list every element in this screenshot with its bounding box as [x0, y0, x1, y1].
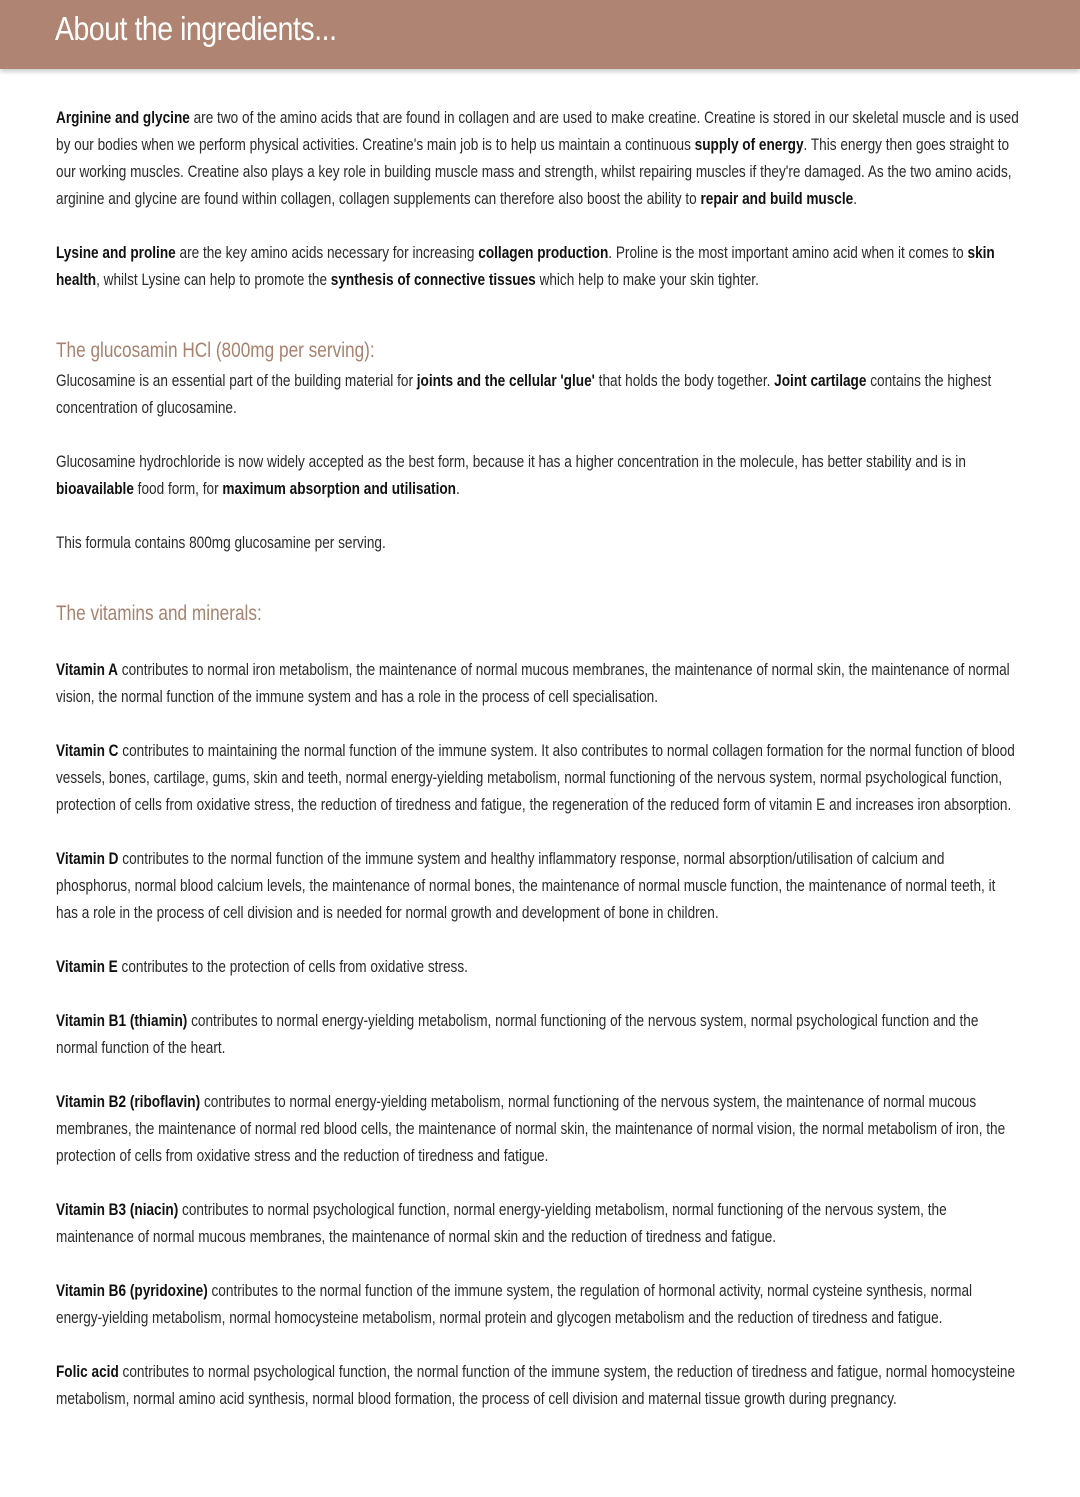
paragraph-text: contains the highest concentration of glucosamine.	[56, 371, 992, 417]
vitamin-description: contributes to the protection of cells from oxidative stress.	[117, 957, 468, 976]
vitamin-paragraph-e	[56, 953, 1020, 980]
paragraph-text: .	[853, 189, 858, 208]
vitamin-name: Vitamin B6 (pyridoxine)	[56, 1281, 208, 1300]
vitamin-name: Vitamin B1 (thiamin)	[56, 1011, 188, 1030]
glucosamine-paragraph-2	[56, 448, 1020, 502]
paragraph-text: . This energy then goes straight to our working muscles. Creatine also plays a key role in building muscle mass and strength, whilst repairing muscles if they're damaged. As the two amino acids, arginine and glycine are found within collagen, collagen supplements can therefore also boost the ability to	[56, 135, 1012, 208]
paragraph-text: Glucosamine hydrochloride is now widely accepted as the best form, because it has a higher concentration in the molecule, has better stability and is in	[56, 452, 966, 471]
paragraph-text: food form, for	[133, 479, 223, 498]
spacer	[56, 421, 1020, 448]
spacer	[56, 293, 1020, 337]
content-body	[56, 104, 1020, 1412]
vitamin-paragraph-b2	[56, 1088, 1020, 1169]
vitamin-description: contributes to normal iron metabolism, the maintenance of normal mucous membranes, the maintenance of normal skin, the maintenance of normal vision, the normal function of the immune system and has a role in the process of cell specialisation.	[56, 660, 1010, 706]
paragraph-text: . Proline is the most important amino acid when it comes to	[608, 243, 968, 262]
spacer	[56, 212, 1020, 239]
bold-term: supply of energy	[694, 135, 804, 154]
vitamin-name: Folic acid	[56, 1362, 119, 1381]
vitamin-list	[56, 656, 1020, 1412]
spacer	[56, 1061, 1020, 1088]
vitamin-description: contributes to normal energy-yielding metabolism, normal functioning of the nervous system, the maintenance of normal mucous membranes, the maintenance of normal red blood cells, the maintenance of normal skin, the maintenance of normal vision, the normal metabolism of iron, the protection of cells from oxidative stress and the reduction of tiredness and fatigue.	[56, 1092, 1006, 1165]
spacer	[56, 628, 1020, 656]
vitamin-name: Vitamin C	[56, 741, 119, 760]
paragraph-text: are two of the amino acids that are found in collagen and are used to make creatine. Creatine is stored in our skeletal muscle and is used by our bodies when we perform physical activities. Creatine's main job is to help us maintain a continuous	[56, 108, 1019, 154]
bold-term: joints and the cellular 'glue'	[416, 371, 595, 390]
spacer	[56, 502, 1020, 529]
vitamin-paragraph-b6	[56, 1277, 1020, 1331]
vitamin-paragraph-d	[56, 845, 1020, 926]
vitamin-paragraph-b3	[56, 1196, 1020, 1250]
paragraph-text: that holds the body together.	[594, 371, 775, 390]
vitamin-paragraph-c	[56, 737, 1020, 818]
intro-paragraph-lysine	[56, 239, 1020, 293]
bold-term: Joint cartilage	[774, 371, 867, 390]
spacer	[56, 980, 1020, 1007]
bold-term: synthesis of connective tissues	[330, 270, 536, 289]
spacer	[56, 556, 1020, 600]
paragraph-text: which help to make your skin tighter.	[535, 270, 759, 289]
spacer	[56, 926, 1020, 953]
bold-term: repair and build muscle	[700, 189, 854, 208]
vitamin-name: Vitamin D	[56, 849, 119, 868]
bold-term: bioavailable	[56, 479, 134, 498]
bold-term: collagen production	[478, 243, 609, 262]
vitamin-paragraph-a	[56, 656, 1020, 710]
paragraph-text: are the key amino acids necessary for increasing	[175, 243, 479, 262]
vitamin-description: contributes to normal energy-yielding metabolism, normal functioning of the nervous system, normal psychological function and the normal function of the heart.	[56, 1011, 979, 1057]
vitamin-description: contributes to the normal function of the immune system and healthy inflammatory response, normal absorption/utilisation of calcium and phosphorus, normal blood calcium levels, the maintenance of normal bones, the maintenance of normal muscle function, the maintenance of normal teeth, it has a role in the process of cell division and is needed for normal growth and development of bone in children.	[56, 849, 996, 922]
vitamin-description: contributes to the normal function of the immune system, the regulation of hormonal activity, normal cysteine synthesis, normal energy-yielding metabolism, normal homocysteine metabolism, normal protein and glycogen metabolism and the reduction of tiredness and fatigue.	[56, 1281, 973, 1327]
bold-term: skin health	[56, 243, 995, 289]
vitamin-name: Vitamin E	[56, 957, 118, 976]
glucosamine-paragraph-3: This formula contains 800mg glucosamine per serving.	[56, 533, 386, 552]
spacer	[56, 1250, 1020, 1277]
vitamin-description: contributes to normal psychological function, the normal function of the immune system, the reduction of tiredness and fatigue, normal homocysteine metabolism, normal amino acid synthesis, normal blood formation, the process of cell division and maternal tissue growth during pregnancy.	[56, 1362, 1016, 1408]
vitamin-paragraph-b1	[56, 1007, 1020, 1061]
glucosamine-heading: The glucosamin HCl (800mg per serving):	[56, 339, 375, 362]
page-title: About the ingredients...	[55, 10, 337, 47]
paragraph-text: , whilst Lysine can help to promote the	[96, 270, 331, 289]
header-bar	[0, 0, 1080, 69]
bold-term: Lysine and proline	[56, 243, 176, 262]
spacer	[56, 1331, 1020, 1358]
bold-term: Arginine and glycine	[56, 108, 190, 127]
vitamin-name: Vitamin A	[56, 660, 119, 679]
vitamin-name: Vitamin B3 (niacin)	[56, 1200, 179, 1219]
paragraph-text: .	[455, 479, 460, 498]
vitamin-description: contributes to maintaining the normal function of the immune system. It also contributes to normal collagen formation for the normal function of blood vessels, bones, cartilage, gums, skin and teeth, normal energy-yielding metabolism, normal functioning of the nervous system, normal psychological function, protection of cells from oxidative stress, the reduction of tiredness and fatigue, the regeneration of the reduced form of vitamin E and increases iron absorption.	[56, 741, 1015, 814]
spacer	[56, 1169, 1020, 1196]
glucosamine-paragraph-1	[56, 367, 1020, 421]
spacer	[56, 818, 1020, 845]
vitamin-description: contributes to normal psychological function, normal energy-yielding metabolism, normal functioning of the nervous system, the maintenance of normal mucous membranes, the maintenance of normal skin and the reduction of tiredness and fatigue.	[56, 1200, 947, 1246]
spacer	[56, 710, 1020, 737]
paragraph-text: Glucosamine is an essential part of the building material for	[56, 371, 417, 390]
vitamins-heading: The vitamins and minerals:	[56, 602, 262, 625]
vitamin-paragraph-folic-acid	[56, 1358, 1020, 1412]
vitamin-name: Vitamin B2 (riboflavin)	[56, 1092, 201, 1111]
bold-term: maximum absorption and utilisation	[222, 479, 456, 498]
intro-paragraph-arginine	[56, 104, 1020, 212]
